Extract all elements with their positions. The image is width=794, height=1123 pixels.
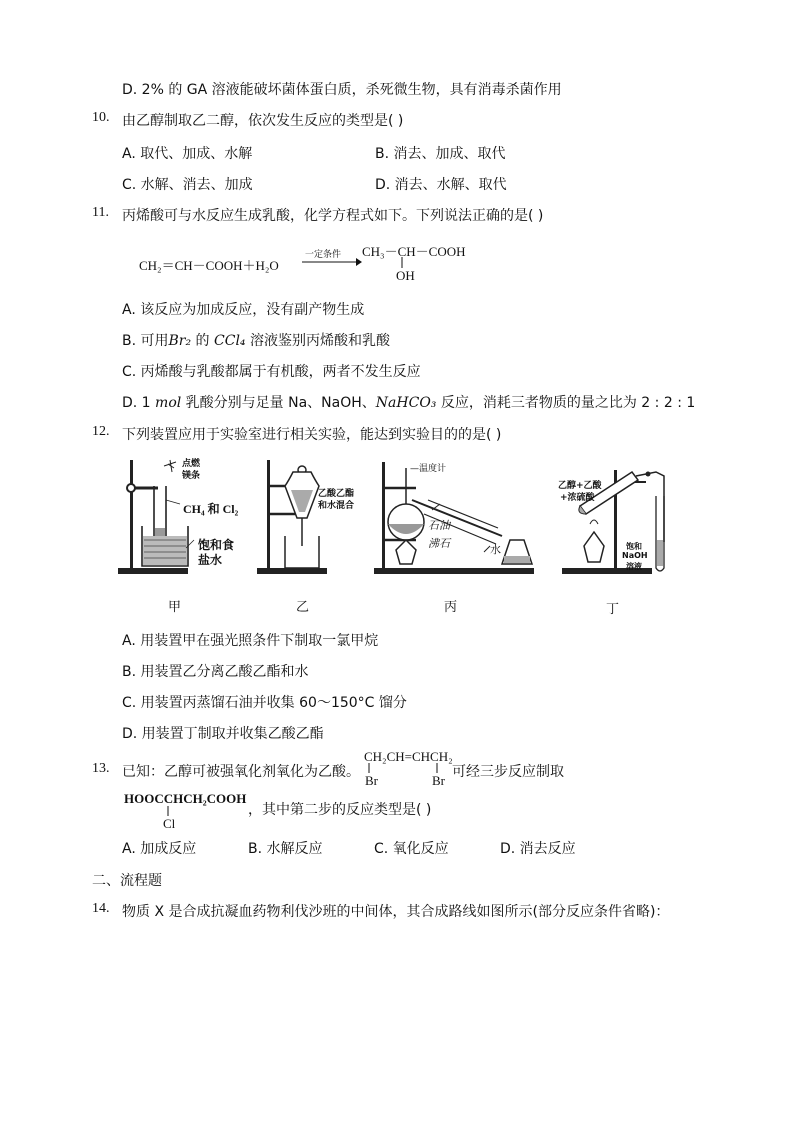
q11-option-d-prefix: D. 1 [122,395,156,411]
apparatus-bing [372,460,552,580]
q10-number: 10. [92,110,110,125]
q13-stem-tail: ，其中第二步的反应类型是( ) [248,802,432,818]
q11-option-b-suffix: 溶液鉴别丙烯酸和乳酸 [245,333,390,349]
yi-label1: 乙酸乙酯 [318,489,355,499]
q13-molecule1: CH₂CH=CHCH₂ [364,749,453,764]
q11-option-c: C. 丙烯酸与乳酸都属于有机酸，两者不发生反应 [122,364,421,380]
q11-option-d-mol: mol [155,395,182,411]
q11-option-b-ccl4: CCl₄ [214,333,246,349]
q13-number: 13. [92,761,110,776]
q10-option-b: B. 消去、加成、取代 [375,146,506,162]
bing-label-thermometer: —温度计 [410,464,447,474]
q10-stem: 由乙醇制取乙二醇，依次发生反应的类型是( ) [122,113,404,129]
q11-stem: 丙烯酸可与水反应生成乳酸，化学方程式如下。下列说法正确的是( ) [122,208,544,224]
q12-option-a: A. 用装置甲在强光照条件下制取一氯甲烷 [122,633,379,649]
q11-equation-oh: OH [396,268,415,283]
q12-number: 12. [92,424,110,439]
q12-stem: 下列装置应用于实验室进行相关实验，能达到实验目的的是( ) [122,427,502,443]
ding-label2: +浓硫酸 [560,493,595,503]
q14-number: 14. [92,901,110,916]
ding-label-sat1: 饱和 [626,542,642,551]
q13-option-a: A. 加成反应 [122,841,197,857]
jia-label-gases: CH₄ 和 Cl₂ [183,502,239,516]
q9-option-d: D. 2% 的 GA 溶液能破坏菌体蛋白质，杀死微生物，具有消毒杀菌作用 [122,82,562,98]
ding-label1: 乙醇+乙酸 [558,481,602,491]
q13-molecule2: HOOCCHCH₂COOH [124,791,247,806]
q11-option-b-prefix: B. 可用 [122,333,169,349]
q13-option-c: C. 氧化反应 [374,841,449,857]
q13-molecule2-cl: Cl [163,816,176,831]
q11-equation-right: CH₃－CH－COOH [362,244,466,259]
caption-yi: 乙 [296,600,310,615]
bing-label-stone: 沸石 [428,537,450,550]
q11-option-d-mid: 乳酸分别与足量 Na、NaOH、 [181,395,376,411]
q13-molecule1-br1: Br [365,773,378,788]
yi-label2: 和水混合 [318,501,355,511]
q13-option-b: B. 水解反应 [248,841,323,857]
q11-equation-condition: 一定条件 [305,250,342,260]
q10-option-a: A. 取代、加成、水解 [122,146,253,162]
q12-option-c: C. 用装置丙蒸馏石油并收集 60～150°C 馏分 [122,695,407,711]
q10-option-c: C. 水解、消去、加成 [122,177,253,193]
ding-label-sat2: NaOH [622,551,648,560]
q11-option-d [122,392,695,412]
jia-label-ignite: 点燃 [182,459,201,469]
jia-label-salt1: 饱和食 [198,538,235,552]
apparatus-yi [255,456,365,586]
q12-option-b: B. 用装置乙分离乙酸乙酯和水 [122,664,309,680]
q13-option-d: D. 消去反应 [500,841,576,857]
q11-option-b-br2: Br₂ [168,333,192,349]
bing-thermometer-text: 温度计 [419,464,447,474]
q11-option-b [122,330,390,350]
q11-reaction-arrow [302,258,362,268]
q13-stem-prefix: 已知：乙醇可被强氧化剂氧化为乙酸。 [122,764,360,780]
bing-label-oil: 石油 [428,519,450,532]
q11-option-a: A. 该反应为加成反应，没有副产物生成 [122,302,365,318]
bing-label-water: 水 [490,543,501,556]
q10-option-d: D. 消去、水解、取代 [375,177,507,193]
section-title: 二、流程题 [92,873,162,889]
q11-option-d-suffix: 反应，消耗三者物质的量之比为 2 : 2 : 1 [436,395,696,411]
q11-option-d-nahco3: NaHCO₃ [375,395,437,411]
ding-label-sat3: 溶液 [626,562,642,571]
q11-equation-left: CH₂＝CH－COOH＋H₂O [139,258,279,273]
caption-bing: 丙 [444,600,458,615]
q13-stem-middle: 可经三步反应制取 [452,764,564,780]
jia-label-salt2: 盐水 [198,553,223,567]
caption-jia: 甲 [168,600,182,615]
q11-option-b-mid: 的 [191,333,215,349]
caption-ding: 丁 [606,602,620,617]
q14-stem: 物质 X 是合成抗凝血药物利伐沙班的中间体，其合成路线如图所示(部分反应条件省略)： [122,904,670,920]
jia-label-magnesium: 镁条 [182,471,201,481]
q11-number: 11. [92,205,109,220]
q13-molecule1-br2: Br [432,773,445,788]
q12-option-d: D. 用装置丁制取并收集乙酸乙酯 [122,726,324,742]
